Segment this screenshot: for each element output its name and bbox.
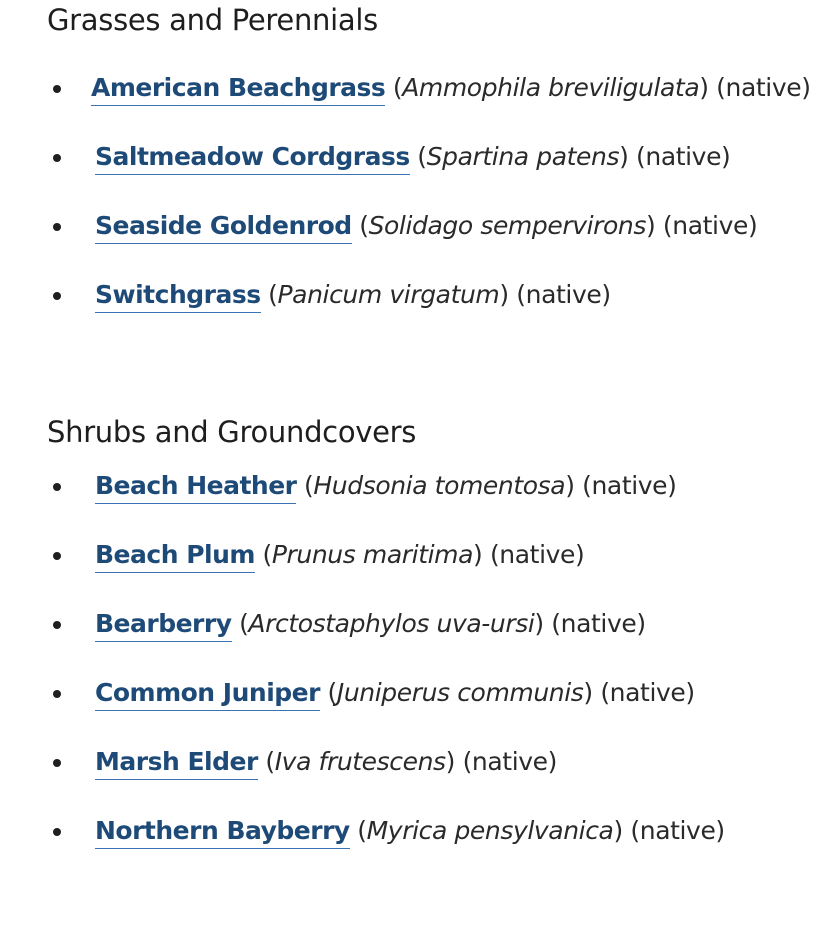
native-status: (native) <box>636 142 731 171</box>
list-item <box>47 132 837 201</box>
plant-link[interactable]: American Beachgrass <box>91 73 385 106</box>
native-status: (native) <box>489 540 585 569</box>
bullet-icon <box>53 828 61 836</box>
native-status: (native) <box>662 211 758 240</box>
list-item <box>47 668 837 737</box>
plant-entry: Beach Plum (Prunus maritima) (native) <box>95 537 584 573</box>
plant-link[interactable]: Beach Plum <box>95 540 255 573</box>
bullet-icon <box>53 223 61 231</box>
plant-link[interactable]: Beach Heather <box>95 471 296 504</box>
plant-entry: American Beachgrass (Ammophila breviligulata) (native) <box>91 70 811 106</box>
scientific-name: Myrica pensylvanica <box>366 816 614 845</box>
native-status: (native) <box>600 678 695 707</box>
plant-link[interactable]: Seaside Goldenrod <box>95 211 352 244</box>
plant-link[interactable]: Northern Bayberry <box>95 816 350 849</box>
bullet-icon <box>53 483 61 491</box>
scientific-name: Panicum virgatum <box>277 280 500 309</box>
plant-link[interactable]: Marsh Elder <box>95 747 258 780</box>
scientific-name: Spartina patens <box>426 142 620 171</box>
scientific-name: Ammophila breviligulata <box>402 73 700 102</box>
list-item <box>47 806 837 875</box>
native-status: (native) <box>551 609 646 638</box>
plant-list <box>47 461 837 875</box>
plant-list <box>47 63 837 339</box>
section-heading: Grasses and Perennials <box>47 3 378 37</box>
scientific-name: Solidago sempervirons <box>368 211 646 240</box>
list-item <box>47 599 837 668</box>
bullet-icon <box>53 552 61 560</box>
native-status: (native) <box>516 280 611 309</box>
plant-link[interactable]: Common Juniper <box>95 678 320 711</box>
plant-entry: Switchgrass (Panicum virgatum) (native) <box>95 277 611 313</box>
native-status: (native) <box>630 816 725 845</box>
plant-link[interactable]: Saltmeadow Cordgrass <box>95 142 410 175</box>
plant-entry: Beach Heather (Hudsonia tomentosa) (native) <box>95 468 677 504</box>
scientific-name: Hudsonia tomentosa <box>313 471 566 500</box>
list-item <box>47 530 837 599</box>
plant-link[interactable]: Switchgrass <box>95 280 261 313</box>
bullet-icon <box>53 292 61 300</box>
bullet-icon <box>53 759 61 767</box>
section-grasses-and-perennials <box>47 0 837 339</box>
bullet-icon <box>53 85 61 93</box>
bullet-icon <box>53 621 61 629</box>
section-shrubs-and-groundcovers <box>47 412 837 875</box>
plant-entry: Marsh Elder (Iva frutescens) (native) <box>95 744 557 780</box>
bullet-icon <box>53 690 61 698</box>
list-item <box>47 461 837 530</box>
plant-entry: Northern Bayberry (Myrica pensylvanica) (native) <box>95 813 725 849</box>
list-item <box>47 270 837 339</box>
plant-entry: Common Juniper (Juniperus communis) (native) <box>95 675 695 711</box>
list-item <box>47 63 837 132</box>
plant-entry: Saltmeadow Cordgrass (Spartina patens) (native) <box>95 139 730 175</box>
scientific-name: Prunus maritima <box>271 540 474 569</box>
section-heading: Shrubs and Groundcovers <box>47 415 417 449</box>
scientific-name: Juniperus communis <box>336 678 584 707</box>
plant-link[interactable]: Bearberry <box>95 609 232 642</box>
native-status: (native) <box>462 747 557 776</box>
bullet-icon <box>53 154 61 162</box>
plant-entry: Bearberry (Arctostaphylos uva-ursi) (native) <box>95 606 646 642</box>
scientific-name: Arctostaphylos uva-ursi <box>248 609 535 638</box>
scientific-name: Iva frutescens <box>274 747 446 776</box>
native-status: (native) <box>716 73 811 102</box>
list-item <box>47 201 837 270</box>
plant-entry: Seaside Goldenrod (Solidago sempervirons) (native) <box>95 208 757 244</box>
native-status: (native) <box>582 471 677 500</box>
list-item <box>47 737 837 806</box>
